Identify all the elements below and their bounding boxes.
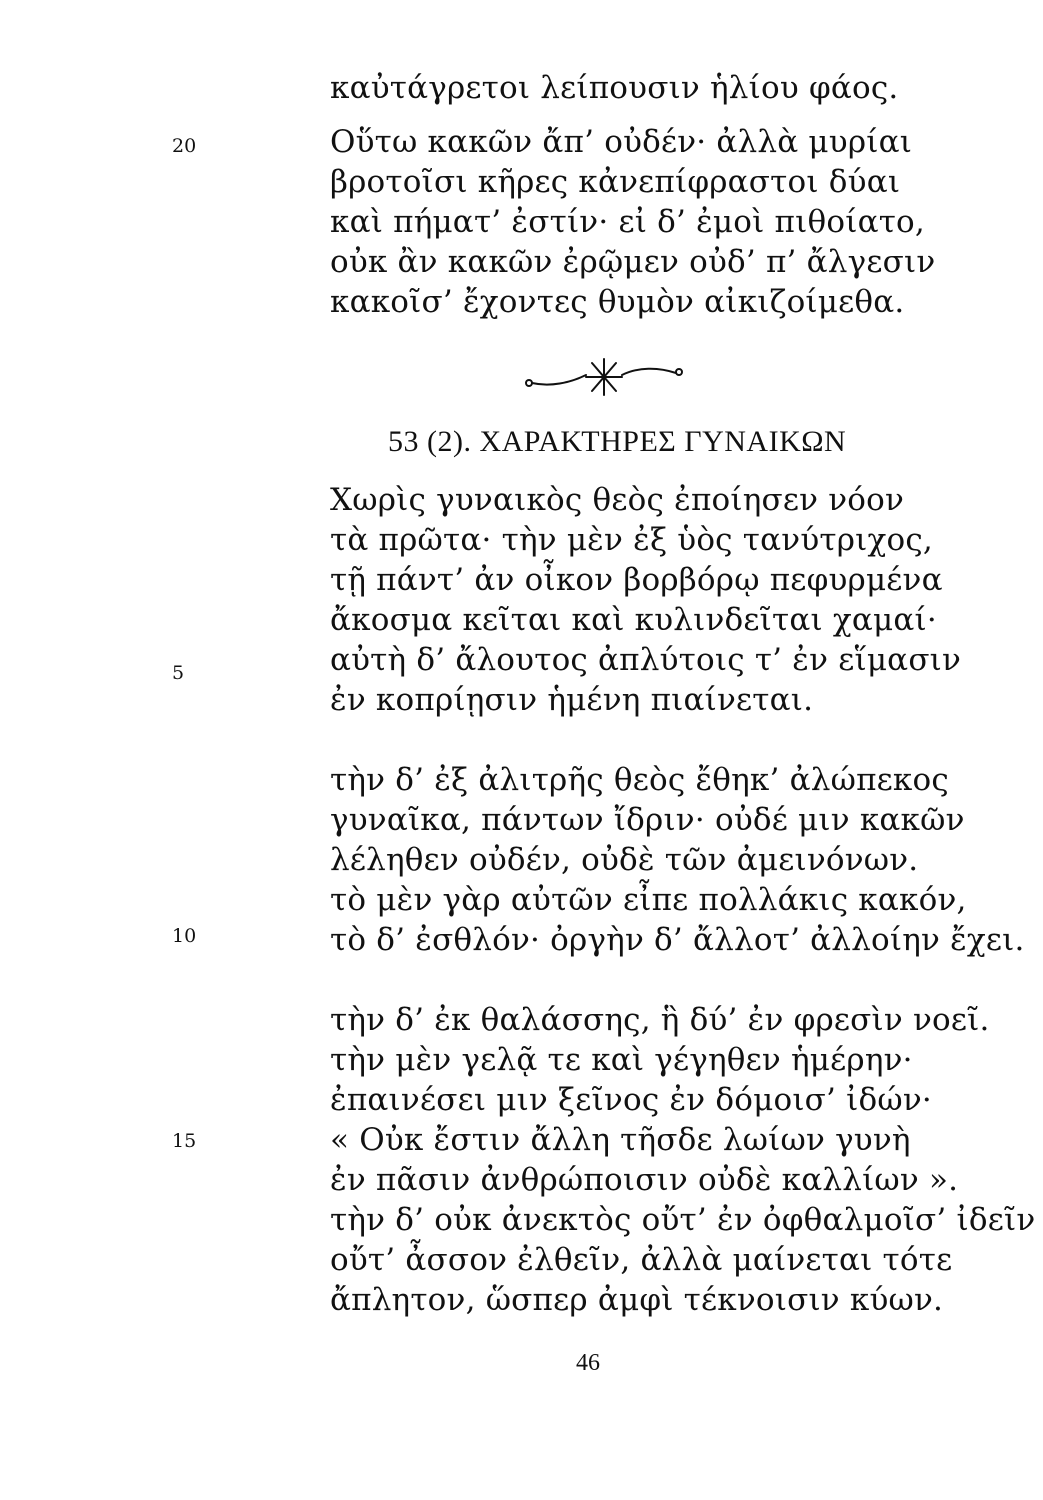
verse-line: Χωρὶς γυναικὸς θεὸς ἐποίησεν νόον <box>330 482 905 518</box>
verse-line: « Οὐκ ἔστιν ἄλλη τῆσδε λωίων γυνὴ <box>330 1122 911 1158</box>
verse-line: τῇ πάντ’ ἀν οἶκον βορβόρῳ πεφυρμένα <box>330 562 943 598</box>
verse-line: τὰ πρῶτα· τὴν μὲν ἐξ ὑὸς τανύτριχος, <box>330 522 933 558</box>
page-number: 46 <box>576 1350 600 1376</box>
verse-line: λέληθεν οὐδέν, οὐδὲ τῶν ἀμεινόνων. <box>330 842 919 878</box>
verse-line: οὐκ ἂν κακῶν ἐρῷμεν οὐδ’ π’ ἄλγεσιν <box>330 244 936 280</box>
verse-line: καὐτάγρετοι λείπουσιν ἡλίου φάος. <box>330 70 899 106</box>
verse-line: ἐν κοπρίῃσιν ἡμένη πιαίνεται. <box>330 682 814 718</box>
verse-line: τὸ μὲν γὰρ αὐτῶν εἶπε πολλάκις κακόν, <box>330 882 967 918</box>
line-number: 20 <box>172 135 197 157</box>
line-number: 5 <box>172 662 185 684</box>
verse-line: κακοῖσ’ ἔχοντες θυμὸν αἰκιζοίμεθα. <box>330 284 905 320</box>
verse-line: ἄπλητον, ὥσπερ ἀμφὶ τέκνοισιν κύων. <box>330 1282 944 1318</box>
verse-line: καὶ πήματ’ ἐστίν· εἰ δ’ ἐμοὶ πιθοίατο, <box>330 204 925 240</box>
verse-line: ἄκοσμα κεῖται καὶ κυλινδεῖται χαμαί· <box>330 602 937 638</box>
verse-line: οὔτ’ ἆσσον ἐλθεῖν, ἀλλὰ μαίνεται τότε <box>330 1242 953 1278</box>
verse-line: τὴν δ’ ἐξ ἀλιτρῆς θεὸς ἔθηκ’ ἀλώπεκος <box>330 762 949 798</box>
verse-line: τὸ δ’ ἐσθλόν· ὀργὴν δ’ ἄλλοτ’ ἀλλοίην ἔχει. <box>330 922 1025 958</box>
line-number: 10 <box>172 925 197 947</box>
poem-title: 53 (2). ΧΑΡΑΚΤΗΡΕΣ ΓΥΝΑΙΚΩΝ <box>388 425 847 458</box>
ornament-icon <box>520 353 688 401</box>
verse-line: γυναῖκα, πάντων ἴδριν· οὐδέ μιν κακῶν <box>330 802 965 838</box>
verse-line: τὴν δ’ οὐκ ἀνεκτὸς οὔτ’ ἐν ὀφθαλμοῖσ’ ἰδεῖν <box>330 1202 1036 1238</box>
verse-line: ἐπαινέσει μιν ξεῖνος ἐν δόμοισ’ ἰδών· <box>330 1082 932 1118</box>
verse-line: τὴν δ’ ἐκ θαλάσσης, ἣ δύ’ ἐν φρεσὶν νοεῖ. <box>330 1002 990 1038</box>
verse-line: Οὕτω κακῶν ἄπ’ οὐδέν· ἀλλὰ μυρίαι <box>330 124 913 160</box>
verse-line: τὴν μὲν γελᾷ τε καὶ γέγηθεν ἡμέρην· <box>330 1042 913 1078</box>
verse-line: βροτοῖσι κῆρες κἀνεπίφραστοι δύαι <box>330 164 901 200</box>
verse-line: αὐτὴ δ’ ἄλουτος ἀπλύτοις τ’ ἐν εἵμασιν <box>330 642 962 678</box>
line-number: 15 <box>172 1130 197 1152</box>
verse-line: ἐν πᾶσιν ἀνθρώποισιν οὐδὲ καλλίων ». <box>330 1162 959 1198</box>
